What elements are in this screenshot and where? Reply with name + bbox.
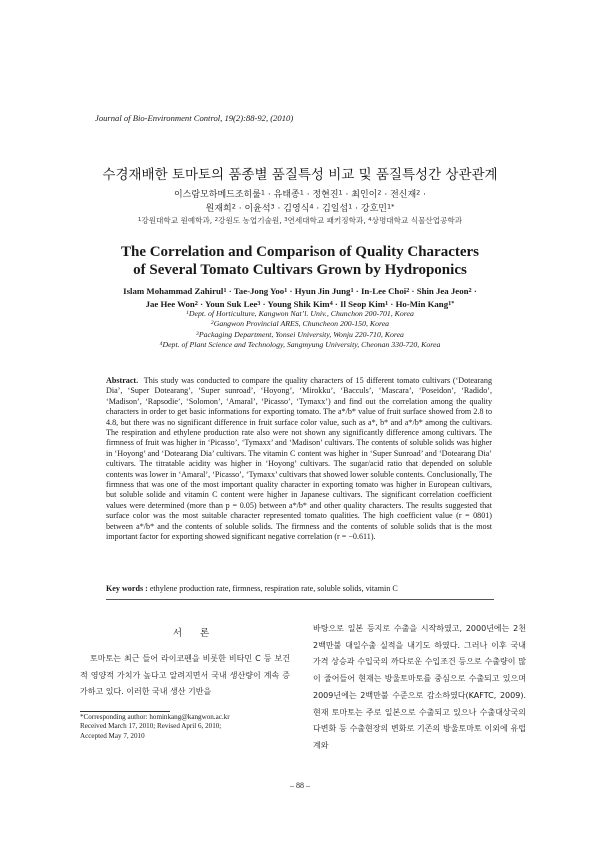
english-author-separator: · (388, 298, 396, 309)
english-author-name: Ho-Min Kang (395, 298, 449, 309)
korean-author-separator: · (342, 190, 352, 200)
korean-author-name: 정현진 (312, 190, 339, 200)
english-author-separator: · (226, 286, 234, 296)
korean-affiliation: 상명대학교 식물산업공학과 (371, 216, 463, 225)
korean-author-separator: · (235, 204, 245, 214)
footnote-divider (80, 711, 170, 712)
english-author-name: Tae-Jong Yoo (233, 286, 285, 296)
korean-author-name: 원재희 (205, 204, 232, 214)
english-title-line-1: The Correlation and Comparison of Quality Characters (120, 244, 480, 260)
english-author-name: Jae Hee Won (145, 298, 195, 309)
english-author-name: Young Shik Kim (267, 298, 330, 309)
english-title (0, 243, 600, 279)
english-author-name: Shin Jea Jeon (416, 286, 469, 296)
english-author-affiliation-mark: 2 (468, 286, 472, 294)
english-affiliation-mark: 2 (210, 320, 214, 327)
english-author-name: Youn Suk Lee (204, 298, 258, 309)
korean-author-separator: · (352, 204, 361, 214)
korean-author-affiliation-mark: 2 (416, 188, 421, 197)
english-affiliation-mark: 3 (196, 330, 199, 337)
korean-author-affiliation-mark: 3 (270, 202, 275, 211)
korean-authors-line-2 (0, 202, 600, 216)
korean-author-separator: · (313, 204, 323, 214)
english-author-separator: · (197, 298, 205, 309)
korean-author-separator: · (303, 190, 313, 200)
english-author-affiliation-mark: 2 (406, 286, 410, 294)
english-author-separator: · (409, 286, 417, 296)
english-author-separator: · (260, 298, 268, 309)
english-affiliation-text: Dept. of Horticulture, Kangwon Nat’l. Univ., Chunchon 200-701, Korea (188, 309, 414, 318)
korean-affiliation-mark: 3 (284, 217, 288, 224)
english-author-affiliation-mark: 1 (385, 299, 389, 307)
korean-authors (0, 188, 600, 216)
page-number: – 88 – (290, 781, 310, 790)
korean-author-separator: · (381, 190, 391, 200)
korean-author-name: 이윤석 (244, 204, 271, 214)
korean-author-name: 김영식 (283, 204, 310, 214)
english-author-separator: · (471, 286, 477, 296)
body-text-right-column: 바탕으로 일본 등지로 수출을 시작하였고, 2000년에는 2천 2백만불 대일수출 실적을 내기도 하였다. 그러나 이후 국내 가격 상승과 수입국의 까다로운 수입조건 등으로 수출량이 많이 줄어들어 현재는 방울토마토를 중심으로 수출되고 있으며 2009년에는 2백만불 수준으로 감소하였다(KAFTC, 2009). 현재 토마토는 주로 일본으로 수출되고 있으나 수출대상국의 다변화 등 수출현장의 변화로 기존의 방울토마토 이외에 유럽계와 (313, 624, 526, 750)
korean-affiliations (0, 215, 600, 226)
english-author-affiliation-mark: 3 (257, 299, 261, 307)
korean-author-affiliation-mark: 1 (299, 188, 304, 197)
korean-author-affiliation-mark: 1 (348, 202, 353, 211)
english-affiliations (0, 309, 600, 351)
english-affiliation-text: Gangwon Provincial ARES, Chuncheon 200-150, Korea (213, 319, 390, 329)
korean-affiliation: 강원도 농업기술원, (218, 216, 285, 225)
english-author-name: In-Lee Choi (360, 286, 407, 296)
korean-author-separator: · (420, 190, 427, 200)
english-affiliation (0, 340, 600, 350)
korean-title: 수경재배한 토마토의 품종별 품질특성 비교 및 품질특성간 상관관계 (102, 167, 498, 183)
english-author-name: Il Seop Kim (340, 298, 386, 309)
english-affiliation (0, 309, 600, 319)
english-affiliation (0, 319, 600, 329)
korean-affiliation-mark: 1 (137, 217, 142, 224)
keywords (106, 584, 506, 593)
english-title-line-2: of Several Tomato Cultivars Grown by Hydroponics (133, 262, 467, 278)
received-date: Received March 17, 2010; Revised April 6, 2010; (80, 722, 222, 731)
english-author-separator: · (353, 286, 361, 296)
english-affiliation-mark: 1 (186, 310, 189, 317)
korean-author-affiliation-mark: 1* (386, 202, 395, 211)
english-affiliation-text: Packaging Department, Yonsei University, Wonju 220-710, Korea (198, 329, 404, 339)
english-author-affiliation-mark: 2 (194, 299, 198, 307)
korean-author-name: 최인이 (351, 190, 378, 200)
body-text-left-column: 토마토는 최근 들어 라이코펜을 비롯한 비타민 C 등 보건적 영양적 가치가 높다고 알려지면서 국내 생산량이 계속 증가하고 있다. 이러한 국내 생산 기반을 (80, 654, 290, 697)
korean-affiliation: 연세대학교 패키징학과, (287, 216, 369, 225)
english-author-affiliation-mark: 1* (448, 299, 455, 307)
journal-citation: Journal of Bio-Environment Control, 19(2):88-92, (2010) (95, 113, 294, 123)
abstract-label: Abstract. (106, 376, 139, 385)
keywords-label: Key words : (106, 584, 148, 593)
korean-affiliation: 강원대학교 원예학과, (141, 216, 215, 225)
english-authors-line-1 (0, 285, 600, 298)
keywords-text: ethylene production rate, firmness, respiration rate, soluble solids, vitamin C (147, 584, 398, 593)
english-author-separator: · (287, 286, 295, 296)
korean-author-name: 전신재 (390, 190, 417, 200)
korean-author-separator: · (274, 204, 284, 214)
korean-authors-line-1 (0, 188, 600, 202)
english-author-name: Hyun Jin Jung (294, 286, 351, 296)
korean-author-affiliation-mark: 2 (377, 188, 382, 197)
english-author-affiliation-mark: 1 (223, 286, 227, 294)
korean-affiliation-mark: 2 (214, 217, 219, 224)
english-author-affiliation-mark: 4 (329, 299, 333, 307)
korean-author-affiliation-mark: 4 (309, 202, 314, 211)
korean-author-affiliation-mark: 1 (260, 188, 266, 197)
korean-author-separator: · (265, 190, 274, 200)
section-title: 서론 (172, 628, 228, 639)
english-author-affiliation-mark: 1 (350, 286, 354, 294)
english-author-name: Islam Mohammad Zahirul (123, 286, 224, 296)
korean-author-name: 김일섭 (322, 204, 349, 214)
abstract-text: This study was conducted to compare the quality characters of 15 different tomato cultivars (‘Dotearang Dia’, ‘Super Dotearang’, ‘Super sunroad’, ‘Hoyong’, ‘Mirokku’, ‘Bacculs’, ‘Mascara’, ‘Poseidon’, ‘Radido’, ‘Madison’, ‘Rapsodie’, ‘Solomon’, ‘Amaral’, ‘Picasso’, ‘Tymaxx’) and find out the correlation among the quality characters in order to get basic informations for exporting tomato. The a*/b* value of fruit surface showed from 2.8 to 4.8, but there was no significant difference in fruit surface color value, such as a*, b* and a*/b* among the cultivars. The respiration and ethylene production rate also were not shown any significantly difference among cultivars. The firmness of fruit was higher in ‘Picasso’, ‘Tymaxx’ and ‘Madison’ cultivars. The contents of soluble solids was higher in ‘Hoyong’ and ‘Dotearang Dia’ cultivars. The vitamin C content was higher in ‘Super Sunroad’ and ‘Dotearang Dia’ cultivars. The titratable acidity was higher in ‘Hoyong’ cultivars. The sugar/acid ratio that depended on soluble contents was lower in ‘Amaral’, ‘Picasso’, ‘Tymaxx’ cultivars that showed lower soluble contents. Conclusionally, The firmness that was one of the most important quality character in exporting tomato was higher in European cultivars, but soluble solide and vitamin C content were higher in Japanese cultivars. The significant correlation coefficient values were determined (more than p = 0.05) between a*/b* and other quality characters. The results suggested that surface color was the most suitable character represented tomato qualities. The high coefficient value (r = 0801) between a*/b* and the contents of soluble solids. The firmness and the contents of soluble solids that is the most important factor for exporting showed significant negative correlation (r = −0.611). (106, 376, 492, 542)
english-affiliation-mark: 4 (159, 341, 163, 348)
korean-author-name: 유태종 (273, 190, 300, 200)
abstract (106, 376, 492, 543)
korean-author-name: 강호민 (360, 204, 387, 214)
korean-author-affiliation-mark: 2 (231, 202, 236, 211)
english-affiliation (0, 330, 600, 340)
korean-author-name: 이스람모하메드조히룰 (173, 190, 261, 200)
english-author-affiliation-mark: 1 (284, 286, 288, 294)
english-authors (0, 285, 600, 310)
korean-affiliation-mark: 4 (368, 217, 372, 224)
english-affiliation-text: Dept. of Plant Science and Technology, Sangmyung University, Cheonan 330-720, Korea (162, 340, 441, 350)
corresponding-author: *Corresponding author: hominkang@kangwon.ac.kr (80, 713, 230, 721)
footnote (80, 713, 300, 741)
abstract-divider (106, 599, 494, 600)
korean-author-affiliation-mark: 1 (338, 188, 343, 197)
english-author-separator: · (332, 298, 341, 309)
accepted-date: Accepted May 7, 2010 (80, 731, 145, 740)
